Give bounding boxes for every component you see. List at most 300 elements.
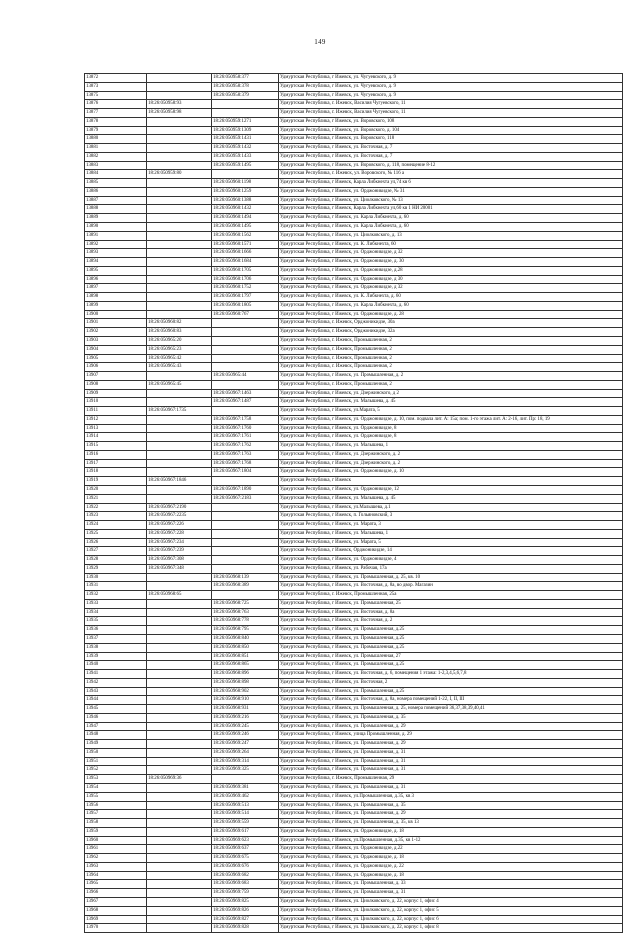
row-number-cell: 13934 bbox=[85, 608, 147, 617]
address-cell: Удмуртская Республика, г Ижевск, ул. Воровского, д. 118, помещение 8-12 bbox=[279, 161, 623, 170]
address-cell: Удмуртская Республика, г Ижевск, ул. Орджоникидзе, д. 10, пом. подвала лит. А: 15а; пом. 1-го этажа лит. А: 2-16, лит. Пр: 18, 19 bbox=[279, 415, 623, 424]
land-parcel-number-cell bbox=[147, 819, 212, 828]
land-parcel-number-cell bbox=[147, 661, 212, 670]
table-row bbox=[85, 643, 623, 652]
land-parcel-number-cell bbox=[147, 196, 212, 205]
land-parcel-number-cell bbox=[147, 161, 212, 170]
table-row bbox=[85, 617, 623, 626]
row-number-cell: 13928 bbox=[85, 556, 147, 565]
row-number-cell: 13903 bbox=[85, 336, 147, 345]
address-cell: Удмуртская Республика, г Ижевск, ул. Чугуевского, д. 9 bbox=[279, 91, 623, 100]
address-cell: Удмуртская Республика, г. Ижевск, Промышленная, 2 bbox=[279, 336, 623, 345]
row-number-cell: 13948 bbox=[85, 731, 147, 740]
address-cell: Удмуртская Республика, г Ижевск, ул. Малышева, д. 45 bbox=[279, 494, 623, 503]
table-row bbox=[85, 827, 623, 836]
table-row bbox=[85, 705, 623, 714]
row-number-cell: 13912 bbox=[85, 415, 147, 424]
address-cell: Удмуртская Республика, г Ижевск, ул. Орджоникидзе, д.28 bbox=[279, 266, 623, 275]
table-row bbox=[85, 538, 623, 547]
table-row bbox=[85, 407, 623, 416]
row-number-cell: 13946 bbox=[85, 713, 147, 722]
address-cell: Удмуртская Республика, г Ижевск, ул. Орджоникидзе, д. 28 bbox=[279, 310, 623, 319]
building-number-cell: 18:26:050968:902 bbox=[212, 687, 279, 696]
table-row bbox=[85, 275, 623, 284]
land-parcel-number-cell bbox=[147, 258, 212, 267]
address-cell: Удмуртская Республика, г Ижевск, ул. Орджоникидзе, 4 bbox=[279, 556, 623, 565]
land-parcel-number-cell bbox=[147, 748, 212, 757]
row-number-cell: 13945 bbox=[85, 705, 147, 714]
row-number-cell: 13899 bbox=[85, 301, 147, 310]
table-row bbox=[85, 161, 623, 170]
building-number-cell: 18:26:050968:795 bbox=[212, 626, 279, 635]
building-number-cell: 18:26:050967:2183 bbox=[212, 494, 279, 503]
land-parcel-number-cell bbox=[147, 205, 212, 214]
land-parcel-number-cell bbox=[147, 670, 212, 679]
land-parcel-number-cell: 18:26:050958:93 bbox=[147, 100, 212, 109]
address-cell: Удмуртская Республика, г Ижевск, ул. Орджоникидзе, д. 10 bbox=[279, 468, 623, 477]
table-row bbox=[85, 845, 623, 854]
row-number-cell: 13953 bbox=[85, 775, 147, 784]
table-row bbox=[85, 775, 623, 784]
address-cell: Удмуртская Республика, г Ижевск, ул.Промышленная, д.35, кв 1-12 bbox=[279, 836, 623, 845]
building-number-cell: 18:26:050968:763 bbox=[212, 608, 279, 617]
building-number-cell: 18:26:050960:1562 bbox=[212, 231, 279, 240]
land-parcel-number-cell bbox=[147, 214, 212, 223]
table-row bbox=[85, 591, 623, 600]
row-number-cell: 13970 bbox=[85, 924, 147, 933]
land-parcel-number-cell bbox=[147, 82, 212, 91]
address-cell: Удмуртская Республика, г Ижевск, ул. Орджоникидзе, 12 bbox=[279, 485, 623, 494]
building-number-cell: 18:26:050969:759 bbox=[212, 889, 279, 898]
address-cell: Удмуртская Республика, г Ижевск, ул. Циолковского, д. 22, корпус 1, офис 8 bbox=[279, 924, 623, 933]
row-number-cell: 13905 bbox=[85, 354, 147, 363]
address-cell: Удмуртская Республика, г Ижевск, ул. Чугуевского, д. 9 bbox=[279, 74, 623, 83]
table-row bbox=[85, 564, 623, 573]
land-parcel-number-cell bbox=[147, 836, 212, 845]
address-cell: Удмуртская Республика, г Ижевск, ул. Чугуевского, д. 9 bbox=[279, 82, 623, 91]
table-row bbox=[85, 862, 623, 871]
building-number-cell: 18:26:050968:850 bbox=[212, 643, 279, 652]
land-parcel-number-cell: 18:26:050967:1846 bbox=[147, 477, 212, 486]
row-number-cell: 13956 bbox=[85, 801, 147, 810]
table-row bbox=[85, 231, 623, 240]
building-number-cell: 18:26:050968:778 bbox=[212, 617, 279, 626]
building-number-cell: 18:26:050967:1890 bbox=[212, 485, 279, 494]
table-row bbox=[85, 494, 623, 503]
row-number-cell: 13875 bbox=[85, 91, 147, 100]
building-number-cell: 18:26:050968:896 bbox=[212, 670, 279, 679]
building-number-cell: 18:26:050959:1309 bbox=[212, 126, 279, 135]
address-cell: Удмуртская Республика, г Ижевск, ул. Марата, 5 bbox=[279, 538, 623, 547]
row-number-cell: 13952 bbox=[85, 766, 147, 775]
address-cell: Удмуртская Республика, г Ижевск, ул. Дзержинского, д. 2 bbox=[279, 450, 623, 459]
table-row bbox=[85, 82, 623, 91]
land-parcel-number-cell: 18:26:050960:82 bbox=[147, 319, 212, 328]
building-number-cell: 18:26:050960:1705 bbox=[212, 266, 279, 275]
table-row bbox=[85, 792, 623, 801]
building-number-cell: 18:26:050967:1804 bbox=[212, 468, 279, 477]
table-row bbox=[85, 415, 623, 424]
table-row bbox=[85, 766, 623, 775]
table-row bbox=[85, 363, 623, 372]
table-row bbox=[85, 696, 623, 705]
land-parcel-number-cell bbox=[147, 862, 212, 871]
land-parcel-number-cell bbox=[147, 617, 212, 626]
building-number-cell: 18:26:050959:1495 bbox=[212, 161, 279, 170]
building-number-cell: 18:26:050968:725 bbox=[212, 599, 279, 608]
address-cell: Удмуртская Республика, г Ижевск bbox=[279, 477, 623, 486]
land-parcel-number-cell bbox=[147, 442, 212, 451]
table-row bbox=[85, 91, 623, 100]
address-cell: Удмуртская Республика, г Ижевск, ул. Циолковского, д. 22, корпус 1, офис 4 bbox=[279, 897, 623, 906]
building-number-cell: 18:26:050960:767 bbox=[212, 310, 279, 319]
land-parcel-number-cell: 18:26:050968:65 bbox=[147, 591, 212, 600]
row-number-cell: 13897 bbox=[85, 284, 147, 293]
row-number-cell: 13942 bbox=[85, 678, 147, 687]
row-number-cell: 13944 bbox=[85, 696, 147, 705]
address-cell: Удмуртская Республика, г Ижевск, ул. Воровского, д. 104 bbox=[279, 126, 623, 135]
row-number-cell: 13967 bbox=[85, 897, 147, 906]
land-parcel-number-cell bbox=[147, 854, 212, 863]
land-parcel-number-cell bbox=[147, 372, 212, 381]
row-number-cell: 13930 bbox=[85, 573, 147, 582]
table-row bbox=[85, 810, 623, 819]
land-parcel-number-cell: 18:26:050969:36 bbox=[147, 775, 212, 784]
land-parcel-number-cell bbox=[147, 398, 212, 407]
row-number-cell: 13950 bbox=[85, 748, 147, 757]
land-parcel-number-cell bbox=[147, 827, 212, 836]
table-row bbox=[85, 170, 623, 179]
table-row bbox=[85, 529, 623, 538]
row-number-cell: 13958 bbox=[85, 819, 147, 828]
row-number-cell: 13893 bbox=[85, 249, 147, 258]
building-number-cell bbox=[212, 477, 279, 486]
land-parcel-number-cell bbox=[147, 74, 212, 83]
address-cell: Удмуртская Республика, г Ижевск, ул. Воровского, 108 bbox=[279, 117, 623, 126]
table-row bbox=[85, 442, 623, 451]
building-number-cell bbox=[212, 503, 279, 512]
land-parcel-number-cell bbox=[147, 415, 212, 424]
table-row bbox=[85, 468, 623, 477]
table-row bbox=[85, 556, 623, 565]
table-row bbox=[85, 915, 623, 924]
table-row bbox=[85, 240, 623, 249]
land-parcel-number-cell: 18:26:050965:43 bbox=[147, 363, 212, 372]
land-parcel-number-cell bbox=[147, 293, 212, 302]
address-cell: Удмуртская Республика, г Ижевск, ул. Орджоникидзе, 8 bbox=[279, 433, 623, 442]
page-number: 149 bbox=[314, 38, 326, 46]
building-number-cell: 18:26:050969:826 bbox=[212, 906, 279, 915]
land-parcel-number-cell bbox=[147, 424, 212, 433]
address-cell: Удмуртская Республика, г Ижевск, ул. Промышленная, д. 33 bbox=[279, 880, 623, 889]
table-row bbox=[85, 599, 623, 608]
land-parcel-number-cell bbox=[147, 696, 212, 705]
building-number-cell bbox=[212, 547, 279, 556]
table-row bbox=[85, 345, 623, 354]
building-number-cell: 18:26:050969:676 bbox=[212, 862, 279, 871]
land-parcel-number-cell bbox=[147, 144, 212, 153]
row-number-cell: 13954 bbox=[85, 784, 147, 793]
building-number-cell: 18:26:050969:675 bbox=[212, 854, 279, 863]
table-row bbox=[85, 293, 623, 302]
address-cell: Удмуртская Республика, г Ижевск, ул. Орджоникидзе, д. 18 bbox=[279, 854, 623, 863]
table-row bbox=[85, 336, 623, 345]
land-parcel-number-cell bbox=[147, 678, 212, 687]
building-number-cell: 18:26:050968:139 bbox=[212, 573, 279, 582]
row-number-cell: 13892 bbox=[85, 240, 147, 249]
land-parcel-number-cell bbox=[147, 389, 212, 398]
land-parcel-number-cell bbox=[147, 126, 212, 135]
land-parcel-number-cell bbox=[147, 187, 212, 196]
table-row bbox=[85, 652, 623, 661]
address-cell: Удмуртская Республика, г Ижевск, Карла Либкнехта ул,60 кв 1 НИ 20001 bbox=[279, 205, 623, 214]
building-number-cell bbox=[212, 363, 279, 372]
land-parcel-number-cell bbox=[147, 599, 212, 608]
row-number-cell: 13923 bbox=[85, 512, 147, 521]
address-cell: Удмуртская Республика, г Ижевск, ул. Промышленная, д. 35 bbox=[279, 713, 623, 722]
building-number-cell bbox=[212, 345, 279, 354]
land-parcel-number-cell bbox=[147, 705, 212, 714]
land-parcel-number-cell bbox=[147, 906, 212, 915]
building-number-cell: 18:26:050968:865 bbox=[212, 661, 279, 670]
address-cell: Удмуртская Республика, г. Ижевск, Промышленная, 29 bbox=[279, 775, 623, 784]
row-number-cell: 13878 bbox=[85, 117, 147, 126]
table-row bbox=[85, 661, 623, 670]
table-row bbox=[85, 819, 623, 828]
address-cell: Удмуртская Республика, г Ижевск, ул. Дзержинского, д 2 bbox=[279, 389, 623, 398]
address-cell: Удмуртская Республика, г. Ижевск, Промышленная, 2 bbox=[279, 363, 623, 372]
row-number-cell: 13911 bbox=[85, 407, 147, 416]
address-cell: Удмуртская Республика, г Ижевск, ул. Промышленная, д.25 bbox=[279, 643, 623, 652]
building-number-cell bbox=[212, 170, 279, 179]
table-row bbox=[85, 266, 623, 275]
building-number-cell: 18:26:050965:44 bbox=[212, 372, 279, 381]
table-row bbox=[85, 74, 623, 83]
building-number-cell bbox=[212, 521, 279, 530]
building-number-cell: 18:26:050969:683 bbox=[212, 880, 279, 889]
address-cell: Удмуртская Республика, г Ижевск, ул. Промышленная, д. 29 bbox=[279, 740, 623, 749]
building-number-cell: 18:26:050968:898 bbox=[212, 678, 279, 687]
land-parcel-number-cell bbox=[147, 722, 212, 731]
address-cell: Удмуртская Республика, г Ижевск, ул. Восточная, д. 8а, во двор. Магазин bbox=[279, 582, 623, 591]
table-row bbox=[85, 924, 623, 933]
land-parcel-number-cell bbox=[147, 871, 212, 880]
table-row bbox=[85, 722, 623, 731]
building-number-cell: 18:26:050969:325 bbox=[212, 766, 279, 775]
row-number-cell: 13880 bbox=[85, 135, 147, 144]
land-parcel-number-cell bbox=[147, 275, 212, 284]
land-parcel-number-cell bbox=[147, 573, 212, 582]
row-number-cell: 13907 bbox=[85, 372, 147, 381]
land-parcel-number-cell bbox=[147, 687, 212, 696]
building-number-cell: 18:26:050967:1763 bbox=[212, 450, 279, 459]
building-number-cell: 18:26:050969:216 bbox=[212, 713, 279, 722]
table-body bbox=[85, 74, 623, 933]
building-number-cell: 18:26:050960:1684 bbox=[212, 258, 279, 267]
land-parcel-number-cell bbox=[147, 266, 212, 275]
address-cell: Удмуртская Республика, г Ижевск, ул. Восточная, 2 bbox=[279, 678, 623, 687]
building-number-cell bbox=[212, 512, 279, 521]
address-cell: Удмуртская Республика, г Ижевск, ул. Воровского, 118 bbox=[279, 135, 623, 144]
land-parcel-number-cell bbox=[147, 249, 212, 258]
table-row bbox=[85, 187, 623, 196]
address-cell: Удмуртская Республика, г Ижевск, ул. Циолковского, д. 22, корпус 1, офис 6 bbox=[279, 915, 623, 924]
address-cell: Удмуртская Республика, г Ижевск, ул. Промышленная, 27 bbox=[279, 652, 623, 661]
row-number-cell: 13885 bbox=[85, 179, 147, 188]
row-number-cell: 13873 bbox=[85, 82, 147, 91]
building-number-cell: 18:26:050967:1487 bbox=[212, 398, 279, 407]
table-row bbox=[85, 871, 623, 880]
table-row bbox=[85, 354, 623, 363]
building-number-cell: 18:26:050969:637 bbox=[212, 845, 279, 854]
row-number-cell: 13932 bbox=[85, 591, 147, 600]
row-number-cell: 13896 bbox=[85, 275, 147, 284]
row-number-cell: 13943 bbox=[85, 687, 147, 696]
row-number-cell: 13917 bbox=[85, 459, 147, 468]
address-cell: Удмуртская Республика, г Ижевск, ул. К. Либкнехта, 60 bbox=[279, 240, 623, 249]
address-cell: Удмуртская Республика, г Ижевск, ул. Восточная, д. 8а bbox=[279, 608, 623, 617]
address-cell: Удмуртская Республика, г Ижевск, ул. Промышленная, 25 bbox=[279, 599, 623, 608]
table-row bbox=[85, 459, 623, 468]
table-row bbox=[85, 573, 623, 582]
address-cell: Удмуртская Республика, г. Ижевск, Василия Чугуевского, 11 bbox=[279, 100, 623, 109]
land-parcel-number-cell: 18:26:050967:1735 bbox=[147, 407, 212, 416]
table-row bbox=[85, 503, 623, 512]
row-number-cell: 13936 bbox=[85, 626, 147, 635]
address-cell: Удмуртская Республика, г Ижевск, ул. Восточная, д. 6, помещения 1 этажа: 1-2,3,4,5,6,7,8 bbox=[279, 670, 623, 679]
row-number-cell: 13927 bbox=[85, 547, 147, 556]
building-number-cell bbox=[212, 319, 279, 328]
land-parcel-number-cell bbox=[147, 231, 212, 240]
building-number-cell: 18:26:050969:247 bbox=[212, 740, 279, 749]
building-number-cell: 18:26:050960:1259 bbox=[212, 187, 279, 196]
table-row bbox=[85, 748, 623, 757]
land-parcel-number-cell bbox=[147, 713, 212, 722]
building-number-cell: 18:26:050969:246 bbox=[212, 731, 279, 740]
row-number-cell: 13900 bbox=[85, 310, 147, 319]
building-number-cell: 18:26:050960:1797 bbox=[212, 293, 279, 302]
address-cell: Удмуртская Республика, г Ижевск, ул. Промышленная, д. 31 bbox=[279, 784, 623, 793]
address-cell: Удмуртская Республика, г. Ижевск, ул. Воровского, № 116 а bbox=[279, 170, 623, 179]
row-number-cell: 13898 bbox=[85, 293, 147, 302]
table-row bbox=[85, 854, 623, 863]
row-number-cell: 13879 bbox=[85, 126, 147, 135]
row-number-cell: 13916 bbox=[85, 450, 147, 459]
row-number-cell: 13959 bbox=[85, 827, 147, 836]
building-number-cell: 18:26:050960:1666 bbox=[212, 249, 279, 258]
address-cell: Удмуртская Республика, г Ижевск, ул. Промышленная, д. 31 bbox=[279, 766, 623, 775]
table-row bbox=[85, 310, 623, 319]
address-cell: Удмуртская Республика, г. Ижевск, Промышленная, 2 bbox=[279, 354, 623, 363]
address-cell: Удмуртская Республика, г Ижевск, ул. Восточная, д. 7 bbox=[279, 144, 623, 153]
row-number-cell: 13876 bbox=[85, 100, 147, 109]
building-number-cell bbox=[212, 100, 279, 109]
row-number-cell: 13964 bbox=[85, 871, 147, 880]
land-parcel-number-cell: 18:26:050967:239 bbox=[147, 547, 212, 556]
land-parcel-number-cell: 18:26:050959:80 bbox=[147, 170, 212, 179]
address-cell: Удмуртская Республика, г Ижевск, ул. Промышленная, д. 25, номера помещений 36,37,38,39,40,41 bbox=[279, 705, 623, 714]
row-number-cell: 13947 bbox=[85, 722, 147, 731]
land-parcel-number-cell bbox=[147, 223, 212, 232]
table-row bbox=[85, 152, 623, 161]
building-number-cell: 18:26:050960:1495 bbox=[212, 223, 279, 232]
address-cell: Удмуртская Республика, г Ижевск, ул. Карла Либкнехта, д. 60 bbox=[279, 301, 623, 310]
address-cell: Удмуртская Республика, г Ижевск, ул. Циолковского, № 13 bbox=[279, 196, 623, 205]
table-row bbox=[85, 512, 623, 521]
address-cell: Удмуртская Республика, г Ижевск, ул. Промышленная, д. 35 bbox=[279, 801, 623, 810]
building-number-cell: 18:26:050968:840 bbox=[212, 635, 279, 644]
address-cell: Удмуртская Республика, г Ижевск, ул. Орджоникидзе, д. 30 bbox=[279, 258, 623, 267]
address-cell: Удмуртская Республика, г Ижевск, ул. Марата, 3 bbox=[279, 521, 623, 530]
table-row bbox=[85, 801, 623, 810]
row-number-cell: 13918 bbox=[85, 468, 147, 477]
table-row bbox=[85, 582, 623, 591]
building-number-cell bbox=[212, 109, 279, 118]
address-cell: Удмуртская Республика, г Ижевск, ул. Промышленная, д. 25, кв. 10 bbox=[279, 573, 623, 582]
table-row bbox=[85, 135, 623, 144]
row-number-cell: 13969 bbox=[85, 915, 147, 924]
address-cell: Удмуртская Республика, г Ижевск, ул. Рабочая, 17а bbox=[279, 564, 623, 573]
building-number-cell: 18:26:050958:378 bbox=[212, 82, 279, 91]
table-row bbox=[85, 380, 623, 389]
land-parcel-number-cell bbox=[147, 792, 212, 801]
cadastral-table bbox=[84, 73, 623, 933]
address-cell: Удмуртская Республика, г Ижевск, ул.Малышева, д.1 bbox=[279, 503, 623, 512]
table-row bbox=[85, 670, 623, 679]
address-cell: Удмуртская Республика, г Ижевск, ул. Дзержинского, д. 2 bbox=[279, 459, 623, 468]
land-parcel-number-cell bbox=[147, 152, 212, 161]
table-row bbox=[85, 249, 623, 258]
address-cell: Удмуртская Республика, г Ижевск, ул. Восточная, д. 2 bbox=[279, 617, 623, 626]
table-row bbox=[85, 521, 623, 530]
row-number-cell: 13921 bbox=[85, 494, 147, 503]
building-number-cell: 18:26:050969:514 bbox=[212, 810, 279, 819]
address-cell: Удмуртская Республика, г Ижевск, ул. Промышленная, д.25 bbox=[279, 687, 623, 696]
table-row bbox=[85, 635, 623, 644]
table-row bbox=[85, 424, 623, 433]
land-parcel-number-cell bbox=[147, 240, 212, 249]
address-cell: Удмуртская Республика, г Ижевск, ул. Орджоникидзе, д 32 bbox=[279, 249, 623, 258]
table-row bbox=[85, 284, 623, 293]
land-parcel-number-cell bbox=[147, 889, 212, 898]
land-parcel-number-cell bbox=[147, 608, 212, 617]
land-parcel-number-cell bbox=[147, 740, 212, 749]
row-number-cell: 13951 bbox=[85, 757, 147, 766]
building-number-cell: 18:26:050969:513 bbox=[212, 801, 279, 810]
land-parcel-number-cell bbox=[147, 643, 212, 652]
land-parcel-number-cell: 18:26:050967:308 bbox=[147, 556, 212, 565]
building-number-cell: 18:26:050960:1388 bbox=[212, 196, 279, 205]
land-parcel-number-cell bbox=[147, 310, 212, 319]
land-parcel-number-cell: 18:26:050960:83 bbox=[147, 328, 212, 337]
building-number-cell: 18:26:050968:931 bbox=[212, 705, 279, 714]
row-number-cell: 13901 bbox=[85, 319, 147, 328]
building-number-cell: 18:26:050969:825 bbox=[212, 897, 279, 906]
row-number-cell: 13909 bbox=[85, 389, 147, 398]
land-parcel-number-cell bbox=[147, 433, 212, 442]
land-parcel-number-cell bbox=[147, 626, 212, 635]
row-number-cell: 13913 bbox=[85, 424, 147, 433]
land-parcel-number-cell bbox=[147, 766, 212, 775]
building-number-cell: 18:26:050967:1463 bbox=[212, 389, 279, 398]
building-number-cell: 18:26:050969:314 bbox=[212, 757, 279, 766]
address-cell: Удмуртская Республика, г Ижевск, ул. Промышленная, д. 31 bbox=[279, 748, 623, 757]
row-number-cell: 13883 bbox=[85, 161, 147, 170]
building-number-cell: 18:26:050959:1433 bbox=[212, 152, 279, 161]
land-parcel-number-cell bbox=[147, 915, 212, 924]
building-number-cell bbox=[212, 407, 279, 416]
address-cell: Удмуртская Республика, г Ижевск, ул. Промышленная, д. 31 bbox=[279, 889, 623, 898]
